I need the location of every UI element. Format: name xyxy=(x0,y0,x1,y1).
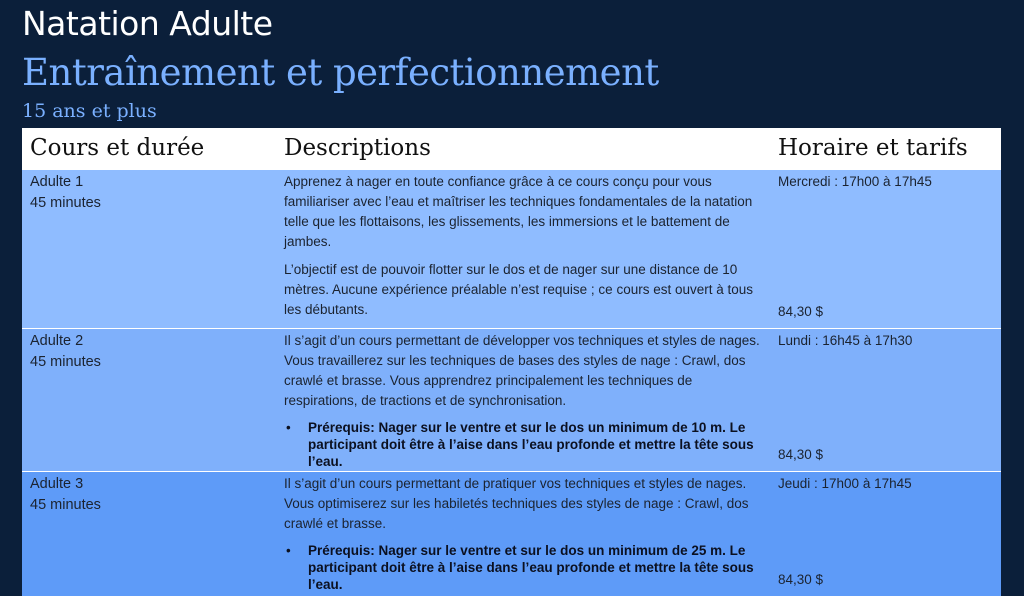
column-header-schedule: Horaire et tarifs xyxy=(770,128,1001,169)
course-cell xyxy=(22,471,276,596)
price: 84,30 $ xyxy=(778,571,824,587)
schedule-cell xyxy=(770,169,1001,328)
schedule-cell xyxy=(770,471,1001,596)
course-duration: 45 minutes xyxy=(30,353,101,370)
description-cell xyxy=(276,169,770,328)
course-name: Adulte 1 xyxy=(30,173,84,190)
table-row xyxy=(22,169,1001,328)
page-subtitle: Entraînement et perfectionnement xyxy=(22,51,659,94)
page-title: Natation Adulte xyxy=(22,4,273,43)
description-cell xyxy=(276,471,770,596)
age-requirement: 15 ans et plus xyxy=(22,100,157,122)
prerequisite-bullet: • Prérequis: Nager sur le ventre et sur le dos un minimum de 10 m. Le participant doit être à l’aise dans l’eau profonde et mettre la tête sous l’eau. xyxy=(284,419,762,470)
course-name: Adulte 3 xyxy=(30,475,84,492)
description-objective: L’objectif est de pouvoir flotter sur le dos et de nager sur une distance de 10 mètres. Aucune expérience préalable n’est requise ; ce cours est ouvert à tous les débutants. xyxy=(284,261,754,317)
description-text: Apprenez à nager en toute confiance grâce à ce cours conçu pour vous familiariser avec l’eau et maîtriser les techniques fondamentales de la natation telle que les flottaisons, les glissements, les immersions et le battement de jambes. xyxy=(284,173,753,249)
table-row xyxy=(22,471,1001,596)
course-cell xyxy=(22,169,276,328)
schedule-time: Mercredi : 17h00 à 17h45 xyxy=(778,173,932,189)
table-row xyxy=(22,328,1001,471)
course-cell xyxy=(22,328,276,471)
description-text: Il s’agit d’un cours permettant de pratiquer vos techniques et styles de nages. Vous optimiserez sur les habiletés techniques des styles de nage : Crawl, dos crawlé et brasse. xyxy=(284,475,749,531)
column-header-description: Descriptions xyxy=(276,128,770,169)
price: 84,30 $ xyxy=(778,303,824,319)
course-duration: 45 minutes xyxy=(30,496,101,513)
schedule-time: Jeudi : 17h00 à 17h45 xyxy=(778,475,912,491)
column-header-course: Cours et durée xyxy=(22,128,276,169)
schedule-time: Lundi : 16h45 à 17h30 xyxy=(778,332,913,348)
price: 84,30 $ xyxy=(778,446,824,462)
schedule-cell xyxy=(770,328,1001,471)
table-header-row xyxy=(22,128,1001,169)
courses-table xyxy=(22,128,1001,596)
description-cell xyxy=(276,328,770,471)
course-duration: 45 minutes xyxy=(30,194,101,211)
prerequisite-bullet: • Prérequis: Nager sur le ventre et sur le dos un minimum de 25 m. Le participant doit être à l’aise dans l’eau profonde et mettre la tête sous l’eau. xyxy=(284,542,762,593)
course-name: Adulte 2 xyxy=(30,332,84,349)
description-text: Il s’agit d’un cours permettant de développer vos techniques et styles de nages. Vous travaillerez sur les techniques de bases des styles de nage : Crawl, dos crawlé et brasse. Vous apprendrez principalement les techniques de respirations, de tractions et de synchronisation. xyxy=(284,332,760,408)
